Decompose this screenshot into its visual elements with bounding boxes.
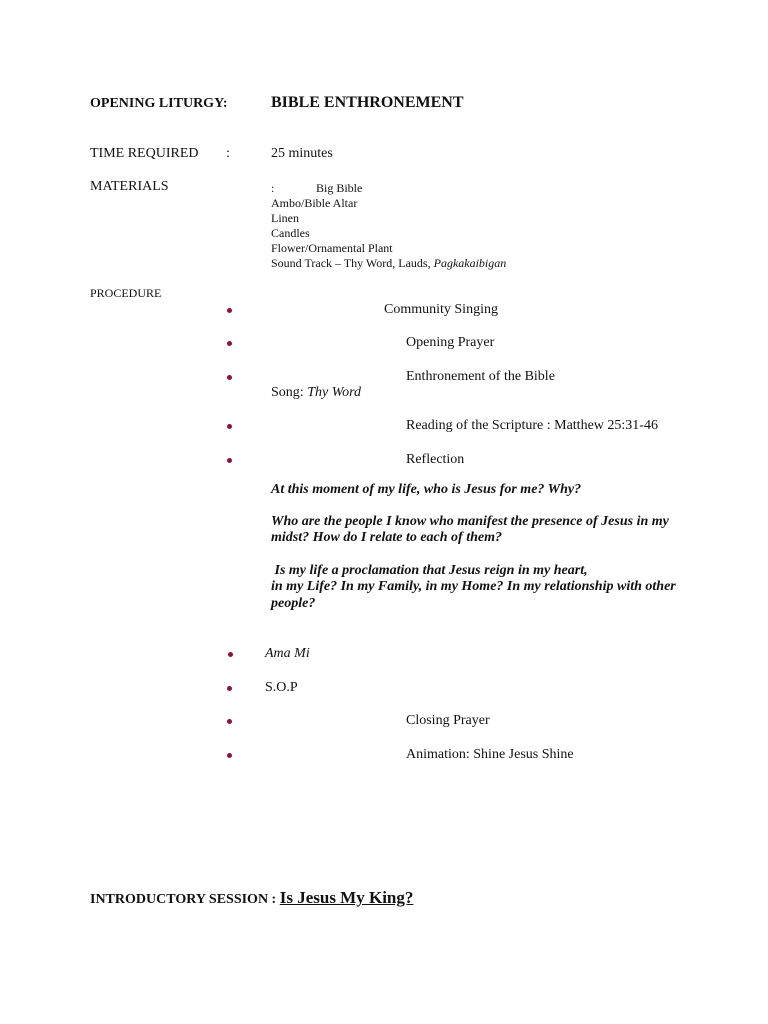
song-line xyxy=(271,385,361,401)
bullet-icon xyxy=(227,308,232,313)
reflection-question: Is my life a proclamation that Jesus reign in my heart, xyxy=(271,563,588,578)
procedure-step: Animation: Shine Jesus Shine xyxy=(406,747,574,762)
opening-liturgy-label: OPENING LITURGY: xyxy=(90,96,228,111)
opening-liturgy-title: BIBLE ENTHRONEMENT xyxy=(271,94,464,111)
material-item: Ambo/Bible Altar xyxy=(271,196,358,210)
time-required-value: 25 minutes xyxy=(271,146,333,161)
song-prefix: Song: xyxy=(271,385,308,400)
procedure-step: Closing Prayer xyxy=(406,713,490,728)
reflection-question: people? xyxy=(271,596,316,611)
bullet-icon xyxy=(227,719,232,724)
introductory-session-title: Is Jesus My King? xyxy=(279,888,414,907)
bullet-icon xyxy=(227,341,232,346)
procedure-step: Ama Mi xyxy=(265,646,310,661)
reflection-question: in my Life? In my Family, in my Home? In my relationship with other xyxy=(271,579,676,594)
time-required-label: TIME REQUIRED xyxy=(90,146,199,161)
procedure-step: Community Singing xyxy=(384,302,498,317)
material-item: Linen xyxy=(271,211,299,225)
bullet-icon xyxy=(227,375,232,380)
soundtrack-italic: Pagkakaibigan xyxy=(433,256,507,270)
procedure-step: Opening Prayer xyxy=(406,335,495,350)
reflection-question: midst? How do I relate to each of them? xyxy=(271,530,502,545)
bullet-icon xyxy=(227,686,232,691)
materials-label: MATERIALS xyxy=(90,179,169,194)
reflection-question: At this moment of my life, who is Jesus for me? Why? xyxy=(271,482,582,497)
material-item: Big Bible xyxy=(316,181,363,195)
bullet-icon xyxy=(227,753,232,758)
procedure-step: Reflection xyxy=(406,452,465,467)
procedure-step: Enthronement of the Bible xyxy=(406,369,555,384)
bullet-icon xyxy=(228,652,233,657)
procedure-step: S.O.P xyxy=(265,680,298,695)
materials-colon: : xyxy=(271,181,275,195)
procedure-label: PROCEDURE xyxy=(90,286,162,300)
bullet-icon xyxy=(227,458,232,463)
procedure-step: Reading of the Scripture : Matthew 25:31-46 xyxy=(406,418,658,433)
material-item-soundtrack xyxy=(271,256,506,271)
introductory-session-heading xyxy=(90,888,413,908)
song-title: Thy Word xyxy=(307,385,361,400)
bullet-icon xyxy=(227,424,232,429)
time-required-colon: : xyxy=(226,146,230,161)
soundtrack-text: Sound Track – Thy Word, Lauds, xyxy=(271,256,434,270)
material-item: Candles xyxy=(271,226,310,240)
introductory-session-label: INTRODUCTORY SESSION : xyxy=(90,892,280,907)
material-item: Flower/Ornamental Plant xyxy=(271,241,393,255)
reflection-question: Who are the people I know who manifest the presence of Jesus in my xyxy=(271,514,669,529)
